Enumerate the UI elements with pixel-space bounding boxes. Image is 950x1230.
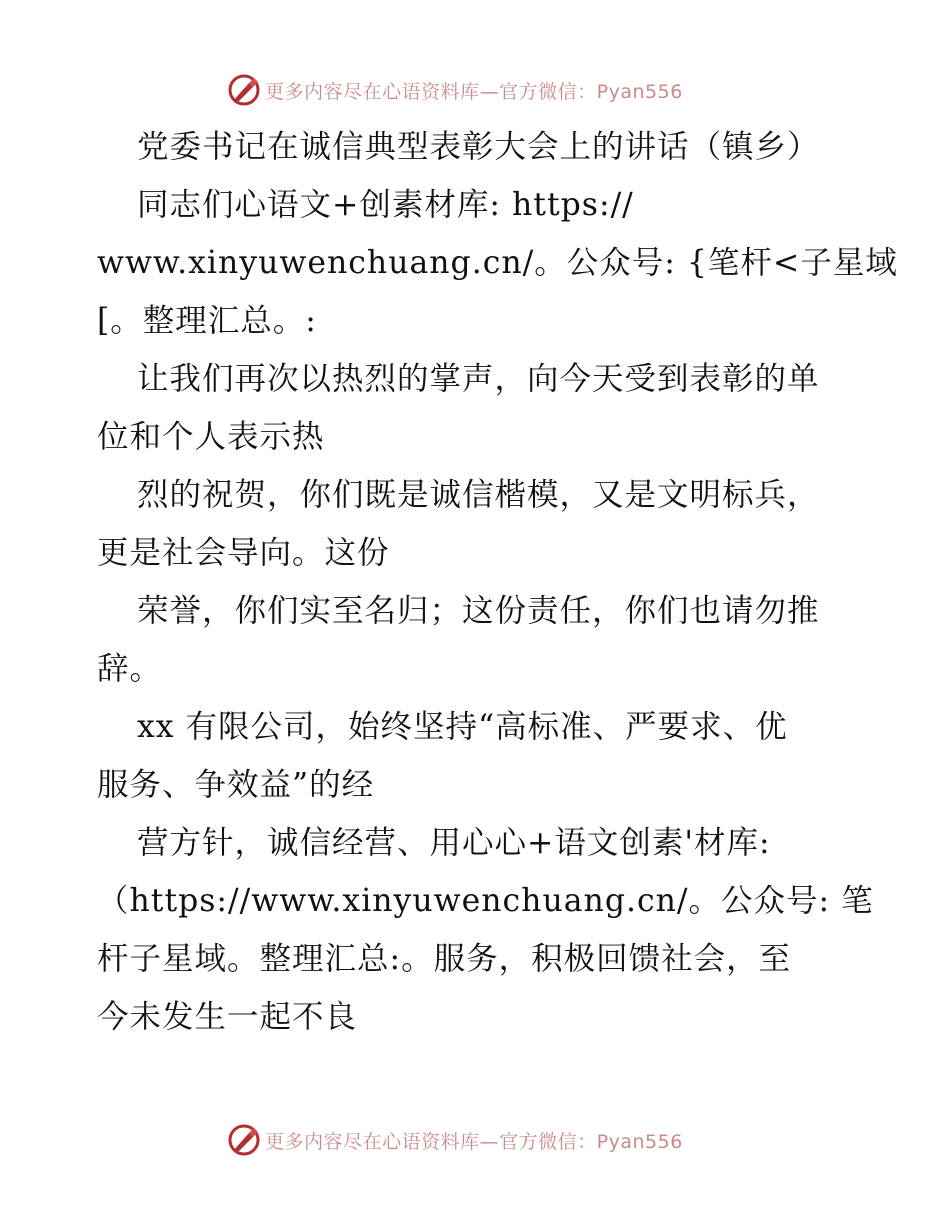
paragraph-line: 烈的祝贺，你们既是诚信楷模，又是文明标兵， [137, 477, 820, 513]
document-body [97, 118, 898, 1046]
paragraph-line: 服务、争效益”的经 [97, 767, 375, 803]
pen-logo-icon [227, 73, 261, 107]
paragraph-line: （https://www.xinyuwenchuang.cn/。公众号: 笔 [97, 883, 874, 919]
paragraph-line: 杆子星域。整理汇总:。服务，积极回馈社会，至 [97, 941, 792, 977]
paragraph-line: 今未发生一起不良 [97, 999, 358, 1035]
header-watermark [0, 70, 950, 110]
paragraph-line: 营方针，诚信经营、用心心+语文创素'材库: [137, 825, 771, 861]
paragraph-line: 荣誉，你们实至名归；这份责任，你们也请勿推 [137, 593, 820, 629]
paragraph-line: www.xinyuwenchuang.cn/。公众号: {笔杆<子星域 [97, 245, 898, 281]
paragraph-line: [。整理汇总。: [97, 303, 317, 339]
paragraph-line: 更是社会导向。这份 [97, 535, 390, 571]
pen-logo-icon [227, 1123, 261, 1157]
document-title: 党委书记在诚信典型表彰大会上的讲话（镇乡） [137, 129, 820, 165]
paragraph-line: 同志们心语文+创素材库: https:// [137, 187, 634, 223]
paragraph-line: 让我们再次以热烈的掌声，向今天受到表彰的单 [137, 361, 820, 397]
footer-watermark [0, 1120, 950, 1160]
paragraph-line: 位和个人表示热 [97, 419, 325, 455]
watermark-text: 更多内容尽在心语资料库—官方微信：Pyan556 [265, 1130, 683, 1153]
paragraph-line: xx 有限公司，始终坚持“高标准、严要求、优 [137, 709, 788, 745]
watermark-text: 更多内容尽在心语资料库—官方微信：Pyan556 [265, 80, 683, 103]
paragraph-line: 辞。 [97, 651, 163, 687]
